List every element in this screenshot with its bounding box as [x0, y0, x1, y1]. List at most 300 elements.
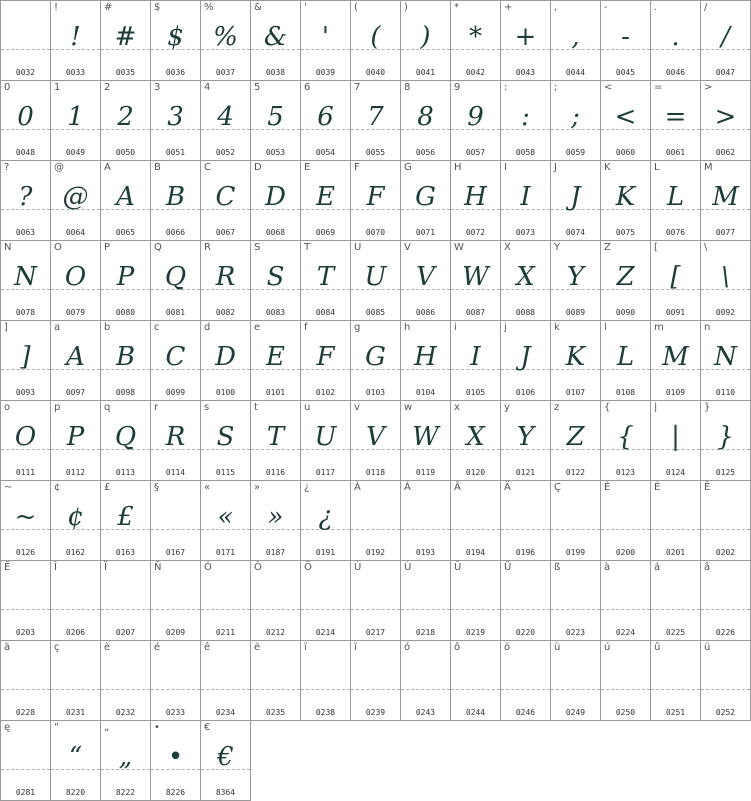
glyph-code: 0062: [715, 148, 736, 157]
glyph-cell: [151, 401, 201, 481]
glyph-sample: [401, 657, 450, 697]
glyph-sample: <: [614, 102, 637, 132]
glyph-cell: [151, 641, 201, 721]
glyph-code: 0097: [65, 388, 86, 397]
glyph-char-label: 4: [204, 82, 211, 93]
glyph-sample: |: [671, 422, 680, 452]
glyph-code: 0201: [665, 548, 686, 557]
glyph-char-label: s: [204, 402, 210, 413]
glyph-code: 0087: [465, 308, 486, 317]
glyph-char-label: @: [54, 162, 64, 173]
glyph-char-label: }: [704, 402, 711, 413]
glyph-cell: [51, 161, 101, 241]
glyph-sample: /: [721, 22, 730, 52]
glyph-char-label: ú: [604, 642, 611, 653]
glyph-char-label: C: [204, 162, 211, 173]
glyph-sample: €: [217, 742, 234, 772]
glyph-cell: [351, 1, 401, 81]
glyph-sample: 3: [167, 102, 184, 132]
glyph-code: 0106: [515, 388, 536, 397]
glyph-cell: [701, 241, 751, 321]
glyph-cell: [251, 321, 301, 401]
glyph-sample: +: [514, 22, 537, 52]
glyph-sample: -: [621, 22, 630, 52]
glyph-char-label: $: [154, 2, 161, 13]
glyph-code: 0124: [665, 468, 686, 477]
glyph-cell: [451, 321, 501, 401]
glyph-sample: [351, 577, 400, 617]
glyph-cell: [601, 561, 651, 641]
glyph-cell: [501, 241, 551, 321]
glyph-code: 0225: [665, 628, 686, 637]
glyph-char-label: L: [654, 162, 660, 173]
glyph-sample: N: [714, 342, 737, 372]
glyph-sample: B: [165, 182, 186, 212]
glyph-cell: [401, 561, 451, 641]
glyph-cell: [101, 321, 151, 401]
glyph-char-label: o: [4, 402, 11, 413]
glyph-cell: [151, 561, 201, 641]
glyph-char-label: :: [504, 82, 508, 93]
glyph-code: 0032: [15, 68, 36, 77]
glyph-code: 0070: [365, 228, 386, 237]
glyph-sample: D: [265, 182, 286, 212]
glyph-sample: [251, 577, 300, 617]
glyph-char-label: &: [254, 2, 262, 13]
glyph-code: 0171: [215, 548, 236, 557]
glyph-code: 0051: [165, 148, 186, 157]
glyph-char-label: r: [154, 402, 159, 413]
glyph-char-label: z: [554, 402, 560, 413]
glyph-char-label: y: [504, 402, 510, 413]
glyph-sample: 6: [317, 102, 334, 132]
glyph-char-label: Ä: [504, 482, 511, 493]
glyph-char-label: a: [54, 322, 61, 333]
glyph-char-label: H: [454, 162, 462, 173]
glyph-char-label: h: [404, 322, 411, 333]
glyph-cell: [351, 161, 401, 241]
glyph-char-label: 6: [304, 82, 311, 93]
glyph-sample: [601, 577, 650, 617]
glyph-code: 0035: [115, 68, 136, 77]
glyph-cell: [501, 481, 551, 561]
glyph-char-label: ę: [4, 722, 11, 733]
glyph-sample: J: [570, 182, 581, 212]
glyph-code: 0125: [715, 468, 736, 477]
glyph-cell: [51, 81, 101, 161]
glyph-cell: [151, 721, 201, 801]
glyph-sample: ~: [14, 502, 37, 532]
glyph-cell: [601, 81, 651, 161]
glyph-cell: [651, 241, 701, 321]
glyph-char-label: N: [4, 242, 12, 253]
glyph-char-label: X: [504, 242, 511, 253]
glyph-char-label: Â: [454, 482, 461, 493]
glyph-char-label: g: [354, 322, 361, 333]
glyph-code: 0052: [215, 148, 236, 157]
glyph-char-label: F: [354, 162, 360, 173]
glyph-code: 0232: [115, 708, 136, 717]
glyph-sample: 2: [117, 102, 134, 132]
glyph-code: 0065: [115, 228, 136, 237]
glyph-cell: [251, 81, 301, 161]
glyph-char-label: =: [654, 82, 663, 93]
glyph-cell: [651, 81, 701, 161]
glyph-cell: [651, 641, 701, 721]
glyph-sample: P: [116, 262, 135, 292]
glyph-cell: [201, 641, 251, 721]
glyph-sample: 8: [417, 102, 434, 132]
glyph-code: 0231: [65, 708, 86, 717]
glyph-code: 0048: [15, 148, 36, 157]
glyph-cell: [101, 721, 151, 801]
glyph-char-label: Z: [604, 242, 611, 253]
glyph-cell: [701, 321, 751, 401]
glyph-code: 0120: [465, 468, 486, 477]
glyph-cell: [251, 481, 301, 561]
glyph-char-label: K: [604, 162, 611, 173]
glyph-sample: Z: [566, 422, 585, 452]
glyph-code: 0212: [265, 628, 286, 637]
glyph-cell: [201, 561, 251, 641]
glyph-sample: {: [617, 422, 634, 452]
glyph-sample: [151, 497, 200, 537]
glyph-sample: K: [565, 342, 586, 372]
glyph-cell: [451, 561, 501, 641]
glyph-code: 0079: [65, 308, 86, 317]
glyph-cell: [1, 321, 51, 401]
glyph-code: 0039: [315, 68, 336, 77]
glyph-code: 0219: [465, 628, 486, 637]
glyph-char-label: P: [104, 242, 111, 253]
glyph-char-label: È: [604, 482, 611, 493]
glyph-code: 0217: [365, 628, 386, 637]
glyph-sample: [501, 497, 550, 537]
glyph-char-label: Ï: [104, 562, 107, 573]
glyph-code: 0091: [665, 308, 686, 317]
glyph-sample: 5: [267, 102, 284, 132]
glyph-code: 0066: [165, 228, 186, 237]
glyph-code: 0058: [515, 148, 536, 157]
glyph-cell: [401, 321, 451, 401]
glyph-cell: [101, 561, 151, 641]
glyph-code: 0123: [615, 468, 636, 477]
glyph-cell: [101, 481, 151, 561]
glyph-sample: S: [266, 262, 285, 292]
glyph-char-label: m: [654, 322, 664, 333]
glyph-char-label: \: [704, 242, 708, 253]
glyph-code: 0214: [315, 628, 336, 637]
glyph-code: 0037: [215, 68, 236, 77]
glyph-sample: }: [717, 422, 734, 452]
glyph-cell: [1, 161, 51, 241]
glyph-sample: A: [66, 342, 85, 372]
glyph-code: 0122: [565, 468, 586, 477]
glyph-cell: [201, 161, 251, 241]
glyph-code: 0092: [715, 308, 736, 317]
glyph-code: 0249: [565, 708, 586, 717]
glyph-code: 0083: [265, 308, 286, 317]
glyph-sample: \: [721, 262, 730, 292]
glyph-char-label: ä: [4, 642, 11, 653]
glyph-code: 0086: [415, 308, 436, 317]
glyph-char-label: Q: [154, 242, 162, 253]
glyph-cell: [551, 641, 601, 721]
glyph-sample: =: [664, 102, 687, 132]
glyph-cell: [201, 321, 251, 401]
glyph-code: 0041: [415, 68, 436, 77]
glyph-code: 0049: [65, 148, 86, 157]
glyph-code: 0063: [15, 228, 36, 237]
glyph-sample: [151, 577, 200, 617]
glyph-sample: U: [314, 422, 337, 452]
glyph-cell: [651, 161, 701, 241]
glyph-code: 0045: [615, 68, 636, 77]
glyph-code: 0074: [565, 228, 586, 237]
glyph-char-label: •: [154, 722, 160, 733]
glyph-code: 0085: [365, 308, 386, 317]
glyph-char-label: Y: [554, 242, 561, 253]
glyph-sample: [351, 657, 400, 697]
glyph-char-label: b: [104, 322, 111, 333]
glyph-code: 0163: [115, 548, 136, 557]
glyph-sample: [501, 657, 550, 697]
glyph-char-label: I: [504, 162, 507, 173]
glyph-char-label: «: [204, 482, 211, 493]
glyph-code: 0078: [15, 308, 36, 317]
glyph-cell: [601, 641, 651, 721]
glyph-cell: [351, 481, 401, 561]
glyph-code: 0104: [415, 388, 436, 397]
glyph-char-label: R: [204, 242, 211, 253]
glyph-char-label: Ê: [704, 482, 711, 493]
glyph-code: 0203: [15, 628, 36, 637]
glyph-cell: [201, 401, 251, 481]
glyph-code: 0244: [465, 708, 486, 717]
glyph-sample: I: [470, 342, 481, 372]
glyph-cell: [151, 241, 201, 321]
glyph-char-label: d: [204, 322, 211, 333]
glyph-sample: 4: [217, 102, 234, 132]
glyph-cell: [501, 561, 551, 641]
glyph-sample: 1: [67, 102, 84, 132]
glyph-code: 0220: [515, 628, 536, 637]
glyph-char-label: E: [304, 162, 311, 173]
glyph-cell: [551, 321, 601, 401]
glyph-char-label: x: [454, 402, 460, 413]
glyph-cell: [351, 81, 401, 161]
glyph-cell: [601, 1, 651, 81]
glyph-cell: [701, 401, 751, 481]
glyph-sample: N: [14, 262, 37, 292]
glyph-code: 0093: [15, 388, 36, 397]
glyph-code: 0235: [265, 708, 286, 717]
glyph-cell: [201, 81, 251, 161]
glyph-cell: [501, 401, 551, 481]
glyph-char-label: ¿: [304, 482, 310, 493]
glyph-cell: [151, 81, 201, 161]
glyph-code: 0056: [415, 148, 436, 157]
glyph-cell: [401, 401, 451, 481]
glyph-char-label: Û: [454, 562, 462, 573]
glyph-sample: S: [216, 422, 235, 452]
glyph-sample: [501, 577, 550, 617]
glyph-char-label: w: [404, 402, 413, 413]
glyph-sample: L: [666, 182, 685, 212]
glyph-cell: [401, 81, 451, 161]
glyph-char-label: *: [454, 2, 459, 13]
glyph-sample: [551, 497, 600, 537]
glyph-code: 0102: [315, 388, 336, 397]
glyph-char-label: O: [54, 242, 62, 253]
glyph-sample: E: [266, 342, 285, 372]
glyph-code: 0252: [715, 708, 736, 717]
glyph-sample: [1, 737, 50, 777]
glyph-sample: ): [420, 22, 431, 52]
glyph-sample: Y: [516, 422, 535, 452]
glyph-code: 0250: [615, 708, 636, 717]
glyph-char-label: %: [204, 2, 214, 13]
glyph-char-label: D: [254, 162, 262, 173]
glyph-code: 0040: [365, 68, 386, 77]
glyph-sample: B: [115, 342, 136, 372]
glyph-char-label: ü: [704, 642, 711, 653]
glyph-sample: [51, 657, 100, 697]
glyph-char-label: Ó: [204, 562, 212, 573]
glyph-code: 0193: [415, 548, 436, 557]
glyph-char-label: ó: [404, 642, 411, 653]
glyph-char-label: #: [104, 2, 113, 13]
glyph-sample: H: [464, 182, 487, 212]
glyph-char-label: ï: [354, 642, 357, 653]
glyph-char-label: ~: [4, 482, 13, 493]
glyph-sample: „: [118, 742, 133, 772]
glyph-char-label: f: [304, 322, 308, 333]
glyph-sample: [551, 577, 600, 617]
glyph-cell: [301, 401, 351, 481]
glyph-sample: [301, 657, 350, 697]
glyph-sample: •: [167, 742, 184, 772]
glyph-cell: [51, 241, 101, 321]
glyph-cell: [551, 401, 601, 481]
glyph-sample: @: [62, 182, 89, 212]
glyph-sample: C: [215, 182, 236, 212]
glyph-sample: E: [316, 182, 335, 212]
glyph-char-label: U: [354, 242, 362, 253]
glyph-cell: [351, 561, 401, 641]
glyph-cell: [1, 401, 51, 481]
glyph-cell: [1, 481, 51, 561]
glyph-char-label: ): [404, 2, 408, 13]
glyph-sample: [201, 577, 250, 617]
glyph-char-label: .: [654, 2, 658, 13]
glyph-cell: [1, 721, 51, 801]
glyph-code: 0111: [15, 468, 36, 477]
glyph-cell: [701, 1, 751, 81]
glyph-code: 0042: [465, 68, 486, 77]
glyph-cell: [601, 321, 651, 401]
glyph-cell: [701, 161, 751, 241]
glyph-char-label: A: [104, 162, 111, 173]
glyph-char-label: [: [654, 242, 658, 253]
glyph-code: 0209: [165, 628, 186, 637]
glyph-cell: [201, 1, 251, 81]
glyph-cell: [701, 481, 751, 561]
glyph-code: 8222: [115, 788, 136, 797]
glyph-sample: [701, 577, 750, 617]
glyph-char-label: ,: [554, 2, 558, 13]
glyph-sample: U: [364, 262, 387, 292]
glyph-char-label: û: [654, 642, 661, 653]
glyph-char-label: n: [704, 322, 711, 333]
glyph-char-label: v: [354, 402, 360, 413]
glyph-cell: [451, 1, 501, 81]
glyph-char-label: 1: [54, 82, 61, 93]
glyph-char-label: é: [154, 642, 161, 653]
glyph-char-label: ?: [4, 162, 10, 173]
glyph-code: 0080: [115, 308, 136, 317]
glyph-sample: [651, 657, 700, 697]
glyph-code: 0126: [15, 548, 36, 557]
glyph-sample: “: [68, 742, 83, 772]
glyph-sample: L: [616, 342, 635, 372]
glyph-sample: [101, 657, 150, 697]
glyph-sample: !: [70, 22, 81, 52]
glyph-cell: [451, 81, 501, 161]
glyph-cell: [251, 241, 301, 321]
glyph-sample: [251, 657, 300, 697]
glyph-sample: F: [366, 182, 385, 212]
glyph-char-label: Ù: [354, 562, 362, 573]
glyph-sample: »: [267, 502, 284, 532]
glyph-cell: [51, 401, 101, 481]
glyph-cell: [501, 321, 551, 401]
glyph-code: 0228: [15, 708, 36, 717]
glyph-sample: [451, 577, 500, 617]
glyph-sample: [551, 657, 600, 697]
glyph-sample: ¢: [67, 502, 84, 532]
glyph-code: 0081: [165, 308, 186, 317]
glyph-char-label: 2: [104, 82, 111, 93]
glyph-cell: [301, 561, 351, 641]
glyph-cell: [551, 481, 601, 561]
glyph-code: 0084: [315, 308, 336, 317]
glyph-cell: [401, 241, 451, 321]
glyph-sample: £: [117, 502, 134, 532]
glyph-char-label: Ú: [404, 562, 412, 573]
glyph-code: 0192: [365, 548, 386, 557]
glyph-code: 0238: [315, 708, 336, 717]
glyph-cell: [601, 161, 651, 241]
glyph-char-label: <: [604, 82, 613, 93]
glyph-cell: [101, 161, 151, 241]
glyph-char-label: i: [454, 322, 457, 333]
glyph-cell: [301, 161, 351, 241]
glyph-code: 0234: [215, 708, 236, 717]
glyph-sample: (: [370, 22, 381, 52]
glyph-char-label: £: [104, 482, 111, 493]
glyph-sample: [301, 577, 350, 617]
glyph-cell: [101, 241, 151, 321]
glyph-cell: [501, 161, 551, 241]
glyph-sample: K: [615, 182, 636, 212]
glyph-cell: [551, 561, 601, 641]
glyph-sample: [651, 497, 700, 537]
glyph-char-label: u: [304, 402, 311, 413]
glyph-char-label: ê: [204, 642, 211, 653]
glyph-code: 0116: [265, 468, 286, 477]
glyph-sample: ¿: [318, 502, 333, 532]
